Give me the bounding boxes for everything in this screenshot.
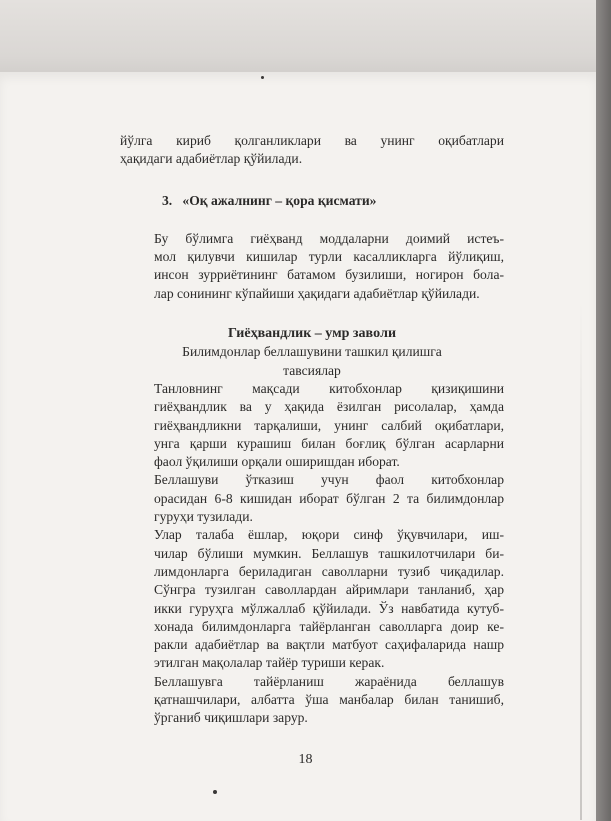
event-subtitle-line: тавсиялар bbox=[283, 362, 341, 378]
text-line: ўрганиб чиқишлари зарур. bbox=[154, 710, 308, 726]
section-paragraph bbox=[120, 230, 504, 303]
speck-mark bbox=[261, 76, 264, 79]
section-heading bbox=[120, 192, 504, 210]
text-line: ҳақидаги адабиётлар қўйилади. bbox=[120, 151, 303, 167]
text-line: унга қарши курашиш билан боғлиқ бўлган асарларни bbox=[154, 435, 504, 451]
text-line: хонада билимдонларга тайёрланган саволларга доир ке- bbox=[154, 618, 504, 634]
body-paragraph bbox=[120, 526, 504, 672]
text-line: фаол ўқилиши орқали оширишдан иборат. bbox=[154, 454, 400, 470]
body-paragraph bbox=[120, 380, 504, 471]
body-paragraph bbox=[120, 471, 504, 526]
text-line: гиёҳвандликни тарқалиши, унинг салбий оқибатлари, bbox=[154, 417, 504, 433]
page-number: 18 bbox=[298, 752, 313, 767]
text-line: йўлга кириб қолганликлари ва унинг оқибатлари bbox=[120, 133, 504, 148]
text-line: мол қилувчи кишилар турли касалликларга йўлиқиш, bbox=[154, 249, 504, 265]
text-line: этилган мақолалар тайёр туриши керак. bbox=[154, 655, 385, 671]
text-line: Беллашувга тайёрланиш жараёнида беллашув bbox=[154, 673, 504, 689]
text-line: гиёҳвандлик ва у ҳақида ёзилган рисолалар, ҳамда bbox=[154, 399, 504, 415]
text-line: Сўнгра тузилган саволлардан айримлари танланиб, ҳар bbox=[154, 582, 504, 598]
text-line: лимдонларга бериладиган саволларни тузиб чиқадилар. bbox=[154, 563, 504, 579]
body-paragraph bbox=[120, 673, 504, 728]
scan-background-top bbox=[0, 0, 611, 80]
continuation-paragraph bbox=[120, 132, 504, 169]
text-line: лар сонининг кўпайиши ҳақидаги адабиётлар қўйилади. bbox=[154, 285, 480, 301]
page-text bbox=[120, 132, 504, 728]
scan-right-edge bbox=[596, 0, 611, 821]
section-title: «Оқ ажалнинг – қора қисмати» bbox=[182, 192, 377, 208]
text-line: Беллашуви ўтказиш учун фаол китобхонлар bbox=[154, 472, 504, 488]
speck-mark bbox=[213, 790, 217, 794]
text-line: орасидан 6-8 кишидан иборат бўлган 2 та билимдонлар bbox=[154, 490, 504, 506]
text-line: Бу бўлимга гиёҳванд моддаларни доимий истеъ- bbox=[154, 230, 504, 246]
text-line: чилар бўлиши мумкин. Беллашув ташкилотчилари би- bbox=[154, 545, 504, 561]
event-title: Гиёҳвандлик – умр завoли bbox=[227, 326, 397, 342]
event-subtitle-line: Билимдонлар беллашувини ташкил қилишга bbox=[182, 344, 442, 360]
text-line: гуруҳи тузилади. bbox=[154, 509, 253, 525]
section-number: 3. bbox=[162, 192, 173, 208]
text-line: Улар талаба ёшлар, юқори синф ўқувчилари, иш- bbox=[154, 527, 504, 543]
text-line: Танловнинг мақсади китобхонлар қизиқишини bbox=[154, 380, 504, 396]
text-line: қатнашчилари, албатта ўша манбалар билан танишиб, bbox=[154, 692, 504, 708]
text-line: ракли адабиётлар ва вақтли матбуот саҳифаларида нашр bbox=[154, 637, 504, 653]
text-line: инсон зурриётининг батамом бузилиши, ногирон бола- bbox=[154, 267, 504, 283]
text-line: икки гуруҳга мўлжаллаб қўйилади. Ўз навбатида кутуб- bbox=[154, 600, 504, 616]
page-fold-shadow bbox=[580, 300, 582, 820]
